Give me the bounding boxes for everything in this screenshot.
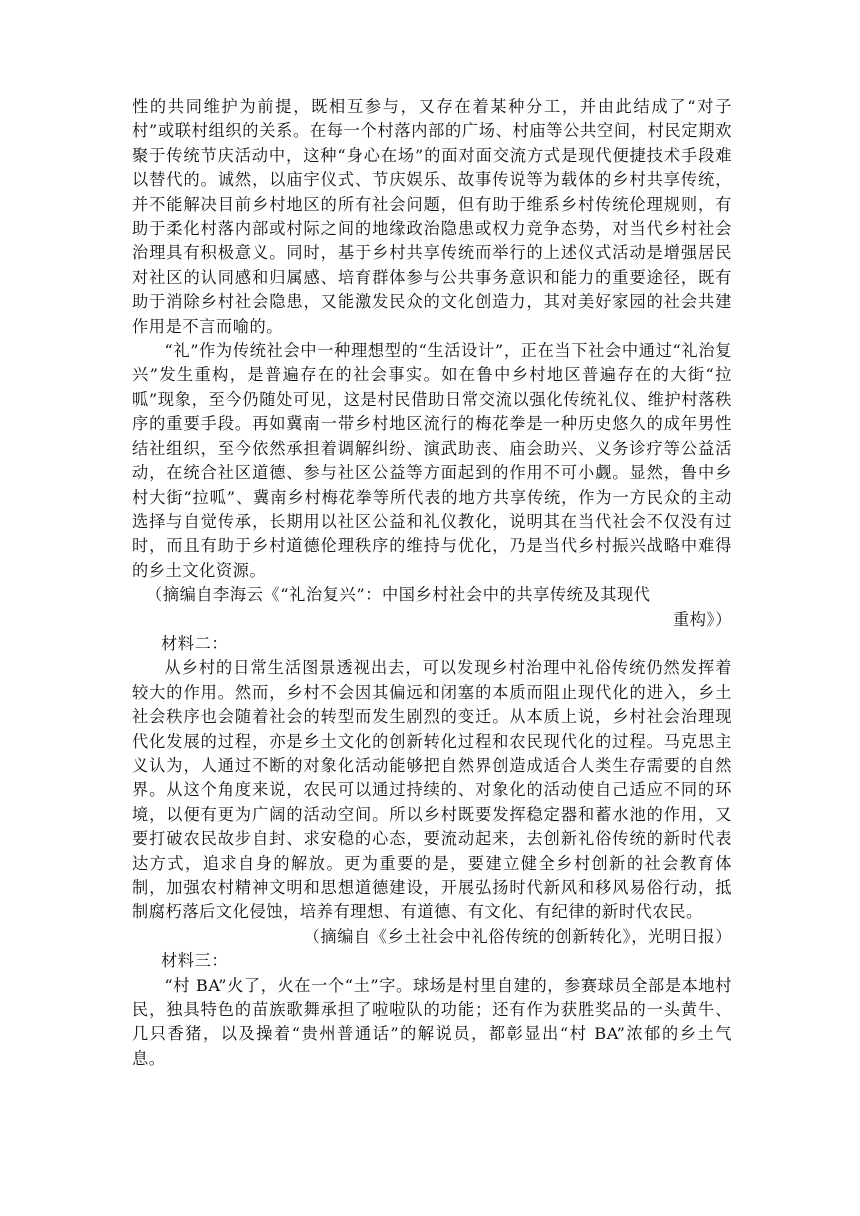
paragraph-material-two: 从乡村的日常生活图景透视出去，可以发现乡村治理中礼俗传统仍然发挥着较大的作用。然而，乡村不会因其偏远和闭塞的本质而阻止现代化的进入，乡土社会秩序也会随着社会的转型而发生剧烈的变迁。从本质上说，乡村社会治理现代化发展的过程，亦是乡土文化的创新转化过程和农民现代化的过程。马克思主义认为，人通过不断的对象化活动能够把自然界创造成适合人类生存需要的自然界。从这个角度来说，农民可以通过持续的、对象化的活动使自己适应不同的环境，以便有更为广阔的活动空间。所以乡村既要发挥稳定器和蓄水池的作用，又要打破农民故步自封、求安稳的心态，要流动起来，去创新礼俗传统的新时代表达方式，追求自身的解放。更为重要的是，要建立健全乡村创新的社会教育体制，加强农村精神文明和思想道德建设，开展弘扬时代新风和移风易俗行动，抵制腐朽落后文化侵蚀，培养有理想、有道德、有文化、有纪律的新时代农民。 bbox=[132, 658, 732, 922]
source-citation-one-head: （摘编自李海云《“礼治复兴”：中国乡村社会中的共享传统及其现代 bbox=[146, 585, 651, 605]
source-citation-two: （摘编自《乡土社会中礼俗传统的创新转化》，光明日报） bbox=[303, 926, 732, 946]
paragraph-li-revival: “礼”作为传统社会中一种理想型的“生活设计”，正在当下社会中通过“礼治复兴”发生重构，是普遍存在的社会事实。如在鲁中乡村地区普遍存在的大街“拉呱”现象，至今仍随处可见，这是村民借助日常交流以强化传统礼仪、维护村落秩序的重要手段。再如冀南一带乡村地区流行的梅花拳是一种历史悠久的成年男性结社组织，至今依然承担着调解纠纷、演武助丧、庙会助兴、义务诊疗等公益活动，在统合社区道德、参与社区公益等方面起到的作用不可小觑。显然，鲁中乡村大街“拉呱”、冀南乡村梅花拳等所代表的地方共享传统，作为一方民众的主动选择与自觉传承，长期用以社区公益和礼仪教化，说明其在当代社会不仅没有过时，而且有助于乡村道德伦理秩序的维持与优化，乃是当代乡村振兴战略中难得的乡土文化资源。 bbox=[132, 341, 732, 580]
source-citation-one-tail: 重构》） bbox=[672, 609, 732, 629]
heading-material-three: 材料三： bbox=[161, 951, 229, 971]
heading-material-two: 材料二： bbox=[161, 633, 229, 653]
paragraph-material-three: “村 BA”火了，火在一个“土”字。球场是村里自建的，参赛球员全部是本地村民，独具特色的苗族歌舞承担了啦啦队的功能；还有作为获胜奖品的一头黄牛、几只香猪，以及操着“贵州普通话”的解说员，都彰显出“村 BA”浓郁的乡土气息。 bbox=[132, 975, 732, 1068]
source-citation-one bbox=[132, 583, 732, 632]
document-page bbox=[132, 95, 732, 1071]
paragraph-material-one-continued: 性的共同维护为前提，既相互参与，又存在着某种分工，并由此结成了“对子村”或联村组织的关系。在每一个村落内部的广场、村庙等公共空间，村民定期欢聚于传统节庆活动中，这种“身心在场”的面对面交流方式是现代便捷技术手段难以替代的。诚然，以庙宇仪式、节庆娱乐、故事传说等为载体的乡村共享传统，并不能解决目前乡村地区的所有社会问题，但有助于维系乡村传统伦理规则，有助于柔化村落内部或村际之间的地缘政治隐患或权力竞争态势，对当代乡村社会治理具有积极意义。同时，基于乡村共享传统而举行的上述仪式活动是增强居民对社区的认同感和归属感、培育群体参与公共事务意识和能力的重要途径，既有助于消除乡村社会隐患，又能激发民众的文化创造力，其对美好家园的社会共建作用是不言而喻的。 bbox=[132, 97, 732, 336]
